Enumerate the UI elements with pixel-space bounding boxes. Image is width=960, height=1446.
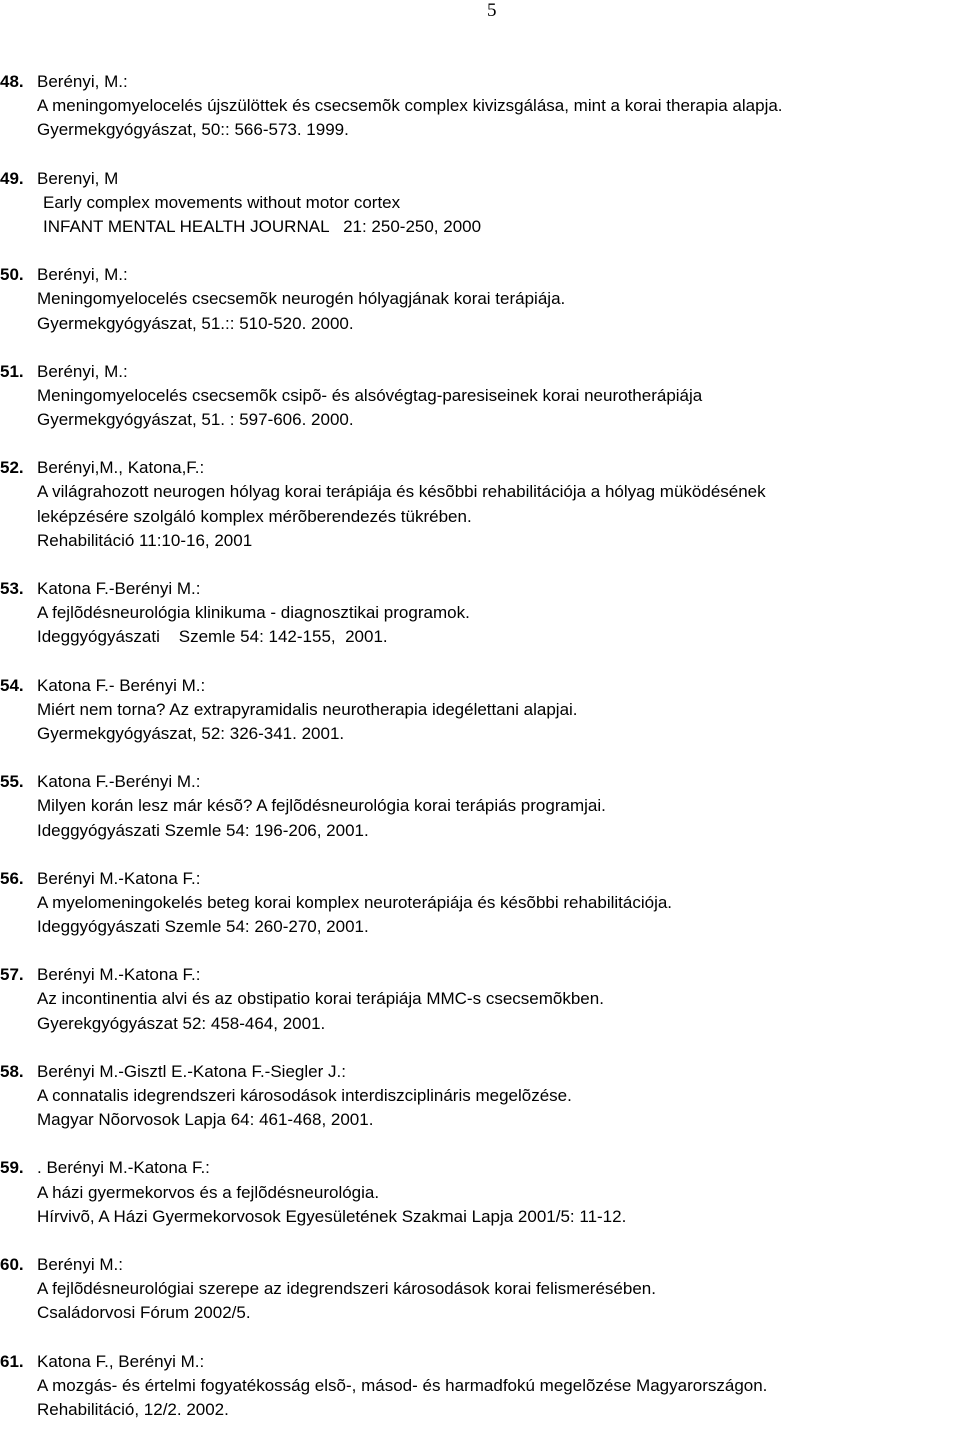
reference-text: Early complex movements without motor cortex [43,192,401,212]
page-number: 5 [487,0,497,21]
reference-authors: Berényi, M.: [37,72,128,91]
reference-entry-55 [0,770,960,843]
reference-authors: Berényi, M.: [37,265,128,285]
reference-source: Hírvivõ, A Házi Gyermekorvosok Egyesületének Szakmai Lapja 2001/5: 11-12. [37,1206,627,1226]
reference-authors: Berényi M.: [37,1254,123,1274]
reference-text: A meningomyelocelés újszülöttek és csecsemõk complex kivizsgálása, mint a korai therapia alapja. [37,96,783,116]
reference-number: 54. [0,675,24,695]
reference-authors: Katona F.-Berényi M.: [37,579,201,598]
reference-source: Gyermekgyógyászat, 52: 326-341. 2001. [37,723,345,743]
reference-source: Rehabilitáció 11:10-16, 2001 [37,530,253,550]
reference-authors: Berényi M.-Katona F.: [37,965,201,985]
reference-authors: Katona F.-Berényi M.: [37,772,201,792]
reference-entry-54 [0,674,960,747]
reference-text: A mozgás- és értelmi fogyatékosság elsõ-, másod- és harmadfokú megelõzése Magyarországon. [37,1375,768,1395]
reference-number: 53. [0,579,24,598]
reference-entry-60 [0,1253,960,1326]
reference-number: 56. [0,868,24,888]
reference-entry-49 [0,167,960,240]
reference-number: 60. [0,1254,24,1274]
reference-source: Gyermekgyógyászat, 51. : 597-606. 2000. [37,410,354,430]
reference-number: 61. [0,1351,24,1371]
reference-text: Meningomyelocelés csecsemõk csipõ- és alsóvégtag-paresiseinek korai neurotherápiája [37,385,703,405]
reference-number: 59. [0,1158,24,1178]
reference-authors: Berenyi, M [37,168,119,188]
reference-authors: Berényi,M., Katona,F.: [37,458,205,478]
reference-source: Ideggyógyászati Szemle 54: 196-206, 2001. [37,820,369,840]
reference-number: 58. [0,1061,24,1081]
reference-entry-57 [0,963,960,1036]
reference-text: A világrahozott neurogen hólyag korai terápiája és késõbbi rehabilitációja a hólyag müködésének [37,482,766,502]
reference-text: Az incontinentia alvi és az obstipatio korai terápiája MMC-s csecsemõkben. [37,989,604,1009]
reference-source: Gyermekgyógyászat, 50:: 566-573. 1999. [37,120,349,140]
reference-text: A connatalis idegrendszeri károsodások interdiszciplináris megelõzése. [37,1086,572,1105]
reference-authors: . Berényi M.-Katona F.: [37,1158,210,1178]
reference-entry-48 [0,70,960,143]
reference-text: Milyen korán lesz már késõ? A fejlõdésneurológia korai terápiás programjai. [37,796,606,816]
reference-source: INFANT MENTAL HEALTH JOURNAL 21: 250-250, 2000 [43,216,482,236]
reference-source: Ideggyógyászati Szemle 54: 142-155, 2001. [37,627,388,647]
reference-number: 51. [0,361,24,381]
reference-authors: Berényi M.-Gisztl E.-Katona F.-Siegler J.: [37,1061,346,1081]
reference-text: A fejlõdésneurológia klinikuma - diagnosztikai programok. [37,603,470,623]
reference-entry-51 [0,360,960,433]
reference-authors: Katona F.- Berényi M.: [37,675,206,695]
reference-list [0,70,960,1446]
reference-number: 55. [0,772,24,792]
reference-text: Miért nem torna? Az extrapyramidalis neurotherapia idegélettani alapjai. [37,699,578,719]
reference-entry-50 [0,263,960,336]
reference-text: A myelomeningokelés beteg korai komplex neuroterápiája és késõbbi rehabilitációja. [37,892,673,912]
reference-authors: Berényi M.-Katona F.: [37,868,201,888]
reference-text: A házi gyermekorvos és a fejlõdésneurológia. [37,1182,380,1202]
reference-number: 50. [0,265,24,285]
reference-number: 49. [0,168,24,188]
reference-entry-53 [0,577,960,650]
reference-authors: Berényi, M.: [37,361,128,381]
reference-entry-56 [0,867,960,940]
reference-source: Gyermekgyógyászat, 51.:: 510-520. 2000. [37,313,354,333]
reference-text: A fejlõdésneurológiai szerepe az idegrendszeri károsodások korai felismerésében. [37,1279,656,1299]
reference-source: Családorvosi Fórum 2002/5. [37,1303,251,1323]
reference-authors: Katona F., Berényi M.: [37,1351,205,1371]
reference-source: Gyerekgyógyászat 52: 458-464, 2001. [37,1013,326,1033]
reference-entry-61 [0,1350,960,1423]
reference-source: Ideggyógyászati Szemle 54: 260-270, 2001. [37,917,369,937]
reference-entry-52 [0,456,960,553]
reference-text: Meningomyelocelés csecsemõk neurogén hólyagjának korai terápiája. [37,289,566,309]
reference-source: Magyar Nõorvosok Lapja 64: 461-468, 2001. [37,1110,374,1130]
reference-entry-58 [0,1060,960,1133]
reference-number: 48. [0,72,24,91]
reference-number: 52. [0,458,24,478]
reference-source: Rehabilitáció, 12/2. 2002. [37,1399,229,1419]
reference-number: 57. [0,965,24,985]
reference-entry-59 [0,1156,960,1229]
reference-text: leképzésére szolgáló komplex mérõberendezés tükrében. [37,506,472,526]
